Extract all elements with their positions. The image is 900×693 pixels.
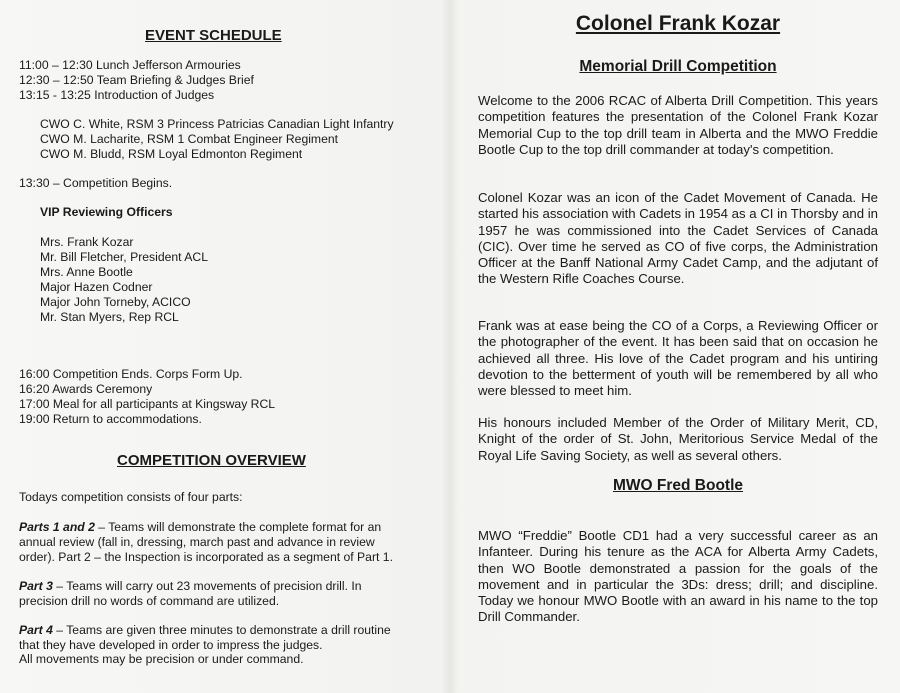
parts-1-2-label: Parts 1 and 2 bbox=[19, 520, 95, 534]
schedule-item: 13:15 - 13:25 Introduction of Judges bbox=[19, 88, 215, 102]
parts-1-2-text: – Teams will demonstrate the complete format for an annual review (fall in, dressing, march past and advance in review order). Part 2 – the Inspection is incorporated as a segment of Part 1. bbox=[19, 520, 393, 564]
vip-list bbox=[19, 235, 460, 325]
part-4-label: Part 4 bbox=[19, 623, 53, 637]
bootle-title: MWO Fred Bootle bbox=[612, 477, 744, 494]
vip-item: Major John Torneby, ACICO bbox=[40, 295, 191, 309]
part-4-text: – Teams are given three minutes to demonstrate a drill routine that they have developed in order to impress the judges. bbox=[19, 623, 391, 652]
schedule-item: 11:00 – 12:30 Lunch Jefferson Armouries bbox=[19, 58, 241, 72]
overview-parts-1-2 bbox=[19, 520, 404, 565]
schedule-item: 12:30 – 12:50 Team Briefing & Judges Brief bbox=[19, 73, 254, 87]
vip-item: Mr. Bill Fletcher, President ACL bbox=[40, 250, 208, 264]
judges-list bbox=[19, 117, 460, 162]
colonel-kozar-title: Colonel Frank Kozar bbox=[575, 12, 781, 35]
schedule-item: 16:20 Awards Ceremony bbox=[19, 382, 153, 396]
memorial-subtitle: Memorial Drill Competition bbox=[579, 58, 777, 75]
overview-part-4 bbox=[19, 623, 404, 653]
judge-item: CWO C. White, RSM 3 Princess Patricias Canadian Light Infantry bbox=[40, 117, 394, 131]
schedule-block-1 bbox=[19, 58, 439, 103]
kozar-bio-paragraph: Colonel Kozar was an icon of the Cadet Movement of Canada. He started his association with Cadets in 1954 as a CI in Thorsby and in 1957 he was commissioned into the Cadet Services of Canada (CIC). Over time he served as CO of five corps, the Administration Officer at the Banff National Army Cadet Camp, and the adjutant of the Western Rifle Coaches Course. bbox=[478, 190, 878, 287]
kozar-honours-paragraph: His honours included Member of the Order of Military Merit, CD, Knight of the order of St. John, Meritorious Service Medal of the Royal Life Saving Society, as well as several others. bbox=[478, 415, 878, 463]
overview-part-3 bbox=[19, 579, 404, 609]
vip-item: Mrs. Anne Bootle bbox=[40, 265, 133, 279]
vip-heading: VIP Reviewing Officers bbox=[40, 205, 173, 219]
overview-intro: Todays competition consists of four parts: bbox=[19, 490, 243, 504]
competition-begins: 13:30 – Competition Begins. bbox=[19, 176, 173, 190]
schedule-item: 19:00 Return to accommodations. bbox=[19, 412, 202, 426]
bootle-paragraph: MWO “Freddie” Bootle CD1 had a very successful career as an Infanteer. During his tenure as the ACA for Alberta Army Cadets, then WO Bootle demonstrated a passion for the goals of the movement and in particular the 3Ds: dress; drill; and discipline. Today we honour MWO Bootle with an award in his name to the top Drill Commander. bbox=[478, 528, 878, 625]
judge-item: CWO M. Bludd, RSM Loyal Edmonton Regiment bbox=[40, 147, 303, 161]
intro-paragraph: Welcome to the 2006 RCAC of Alberta Drill Competition. This years competition features the presentation of the Colonel Frank Kozar Memorial Cup to the top drill team in Alberta and the MWO Freddie Bootle Cup to the top drill commander at today's competition. bbox=[478, 93, 878, 157]
competition-overview-title: COMPETITION OVERVIEW bbox=[117, 452, 306, 469]
kozar-legacy-paragraph: Frank was at ease being the CO of a Corps, a Reviewing Officer or the photographer of the event. It has been said that on occasion he achieved all three. His love of the Cadet program and his untiring devotion to the betterment of youth will be remembered by all who were blessed to meet him. bbox=[478, 318, 878, 399]
vip-item: Mrs. Frank Kozar bbox=[40, 235, 134, 249]
schedule-block-2 bbox=[19, 367, 439, 427]
part-3-text: – Teams will carry out 23 movements of precision drill. In precision drill no words of command are utilized. bbox=[19, 579, 362, 608]
judge-item: CWO M. Lacharite, RSM 1 Combat Engineer Regiment bbox=[40, 132, 339, 146]
vip-item: Mr. Stan Myers, Rep RCL bbox=[40, 310, 179, 324]
part-3-label: Part 3 bbox=[19, 579, 53, 593]
schedule-item: 16:00 Competition Ends. Corps Form Up. bbox=[19, 367, 243, 381]
schedule-item: 17:00 Meal for all participants at Kingsway RCL bbox=[19, 397, 276, 411]
vip-item: Major Hazen Codner bbox=[40, 280, 153, 294]
overview-part-4-note: All movements may be precision or under command. bbox=[19, 652, 304, 666]
event-schedule-title: EVENT SCHEDULE bbox=[145, 27, 282, 44]
